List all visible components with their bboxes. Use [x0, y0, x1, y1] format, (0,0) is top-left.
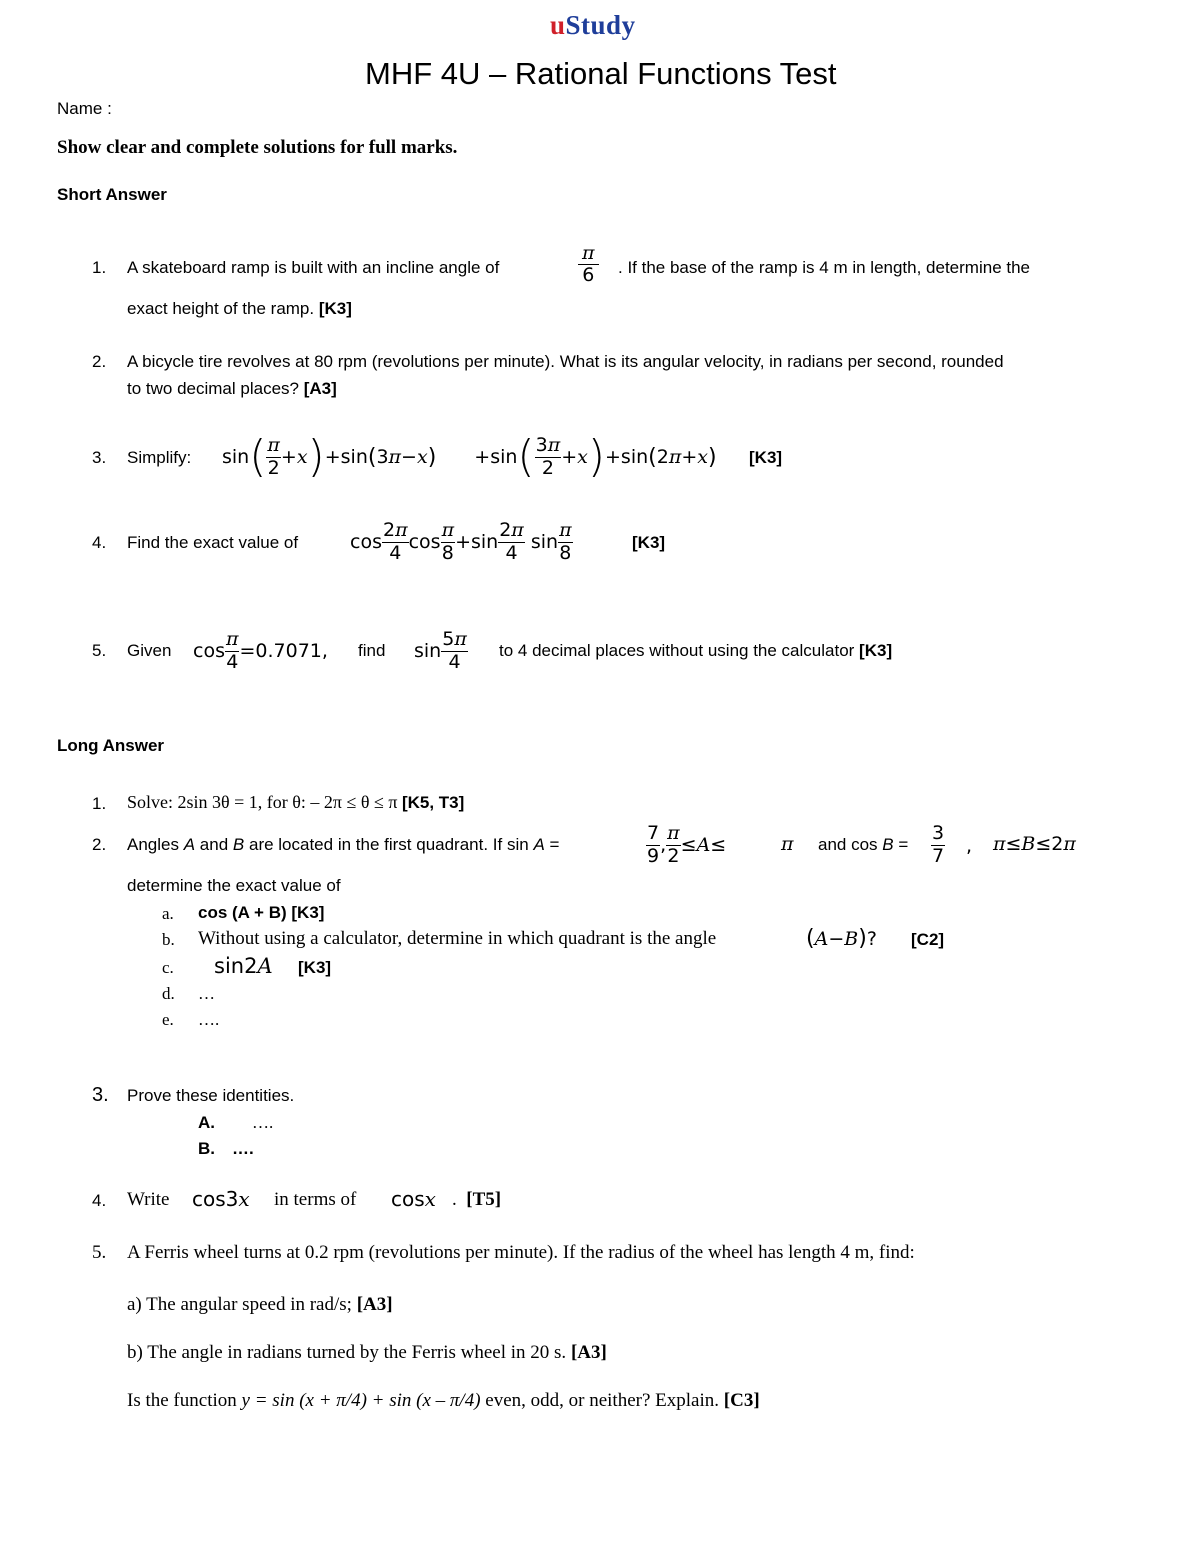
la-q2-and-cos: and cos B = — [818, 835, 909, 854]
sa-q5-find: find — [358, 641, 386, 660]
la-q4-write: Write — [127, 1189, 170, 1210]
la-q2-part-b-angle: (A−B)? — [806, 926, 877, 951]
long-answer-heading: Long Answer — [57, 736, 165, 755]
la-q2-part-b-letter: b. — [162, 930, 175, 949]
la-q2-cosB-fraction: $\frac{3}{7}$ — [932, 821, 945, 867]
la-q5-part-b-mark: [A3] — [570, 1342, 607, 1363]
sa-q2-number: 2. — [92, 352, 107, 371]
ustudy-logo: uStudy — [550, 10, 636, 40]
la-q2-range-B: π≤B≤2π — [993, 833, 1076, 855]
la-q2-line2: determine the exact value of — [127, 876, 341, 895]
sa-q1-text: A skateboard ramp is built with an incline angle of — [127, 258, 500, 277]
la-q5-part-c: Is the function y = sin (x + π/4) + sin (x – π/4) even, odd, or neither? Explain. [C3] — [127, 1390, 760, 1411]
la-q4-mark: [T5] — [466, 1189, 502, 1210]
sa-q4-number: 4. — [92, 533, 107, 552]
sa-q5-given-expression: cos $\frac{\pi}{4}$ =0.7071, — [193, 627, 328, 673]
sa-q5-mark: [K3] — [859, 641, 893, 660]
la-q2-text: Angles A and B are located in the first quadrant. If sin A = — [127, 835, 560, 854]
la-q2-part-a: cos (A + B) [K3] — [198, 903, 325, 922]
la-q4-number: 4. — [92, 1191, 107, 1210]
sa-q5-label: Given — [127, 641, 172, 660]
sa-q3-label: Simplify: — [127, 448, 192, 467]
sa-q1-number: 1. — [92, 258, 107, 277]
la-q5-part-a-mark: [A3] — [356, 1294, 393, 1315]
sa-q5-number: 5. — [92, 641, 107, 660]
la-q3-part-b-letter: B. — [198, 1139, 215, 1158]
sa-q2-line2: to two decimal places? [A3] — [127, 379, 337, 398]
sa-q3-number: 3. — [92, 448, 107, 467]
sa-q4-label: Find the exact value of — [127, 533, 299, 552]
sa-q2-mark: [A3] — [303, 379, 337, 398]
sa-q4-expression: cos $\frac{2\pi}{4}$ cos $\frac{\pi}{8}$ +sin $\frac{2\pi}{4}$ sin $\frac{\pi}{8}$ — [350, 518, 572, 564]
la-q2-part-d: … — [198, 984, 215, 1003]
la-q2-part-b: Without using a calculator, determine in which quadrant is the angle — [198, 928, 717, 949]
sa-q5-find-expression: sin $\frac{5\pi}{4}$ — [414, 627, 467, 673]
la-q2-part-e: …. — [198, 1010, 220, 1029]
la-q2-part-b-mark: [C2] — [911, 930, 945, 949]
instructions: Show clear and complete solutions for full marks. — [57, 137, 458, 158]
la-q2-part-c-mark: [K3] — [298, 958, 332, 977]
la-q2-pi: π — [781, 833, 794, 855]
la-q3-text: Prove these identities. — [127, 1086, 295, 1105]
la-q4-tail: . [T5] — [452, 1189, 502, 1210]
sa-q1-text-c: exact height of the ramp. [K3] — [127, 299, 352, 318]
sa-q4-mark: [K3] — [632, 533, 666, 552]
sa-q5-tail: to 4 decimal places without using the calculator [K3] — [499, 641, 893, 660]
la-q5-text: A Ferris wheel turns at 0.2 rpm (revolutions per minute). If the radius of the wheel has length 4 m, find: — [127, 1242, 915, 1263]
la-q1-mark: [K5, T3] — [401, 793, 465, 812]
sa-q3-expression: sin ( $\frac{\pi}{2}$ + x ) +sin ( 3 π − x ) +sin ( $\frac{3\pi}{2}$ + x ) +sin ( 2 π + x ) — [222, 431, 717, 482]
la-q2-part-d-letter: d. — [162, 984, 175, 1003]
la-q2-part-c-letter: c. — [162, 958, 174, 977]
sa-q1-angle-fraction: $\frac{\pi}{6}$ — [578, 244, 599, 286]
la-q3-part-b: …. — [232, 1139, 254, 1158]
la-q5-number: 5. — [92, 1242, 107, 1263]
la-q3-part-a-letter: A. — [198, 1113, 215, 1132]
la-q5-part-c-mark: [C3] — [723, 1390, 760, 1411]
la-q4-in-terms: in terms of — [274, 1189, 357, 1210]
la-q5-part-b: b) The angle in radians turned by the Ferris wheel in 20 s. [A3] — [127, 1342, 607, 1363]
name-label: Name : — [57, 99, 112, 118]
la-q4-cosx: cosx — [391, 1187, 436, 1211]
la-q1-number: 1. — [92, 794, 107, 813]
la-q2-comma: , — [966, 835, 973, 857]
la-q2-sinA-expression: $\frac{7}{9}$ , $\frac{\pi}{2}$ ≤ A ≤ — [647, 821, 727, 867]
la-q3-part-a: …. — [252, 1113, 274, 1132]
la-q3-number: 3. — [92, 1084, 109, 1106]
short-answer-heading: Short Answer — [57, 185, 167, 204]
sa-q1-text-b: . If the base of the ramp is 4 m in length, determine the — [618, 258, 1031, 277]
la-q2-part-c-expression: sin2A — [214, 954, 273, 978]
la-q2-number: 2. — [92, 835, 107, 854]
la-q5-function: y = sin (x + π/4) + sin (x – π/4) — [241, 1390, 481, 1411]
la-q2-part-e-letter: e. — [162, 1010, 174, 1029]
la-q4-cos3x: cos3x — [192, 1187, 250, 1211]
la-q1-text: Solve: 2sin 3θ = 1, for θ: – 2π ≤ θ ≤ π [K5, T3] — [127, 792, 465, 812]
sa-q3-mark: [K3] — [749, 448, 783, 467]
la-q5-part-a: a) The angular speed in rad/s; [A3] — [127, 1294, 393, 1315]
la-q2-part-a-letter: a. — [162, 904, 174, 923]
sa-q1-mark: [K3] — [318, 299, 352, 318]
sa-q2-line1: A bicycle tire revolves at 80 rpm (revolutions per minute). What is its angular velocity, in radians per second, rounded — [127, 352, 1004, 371]
page-title: MHF 4U – Rational Functions Test — [365, 56, 837, 91]
